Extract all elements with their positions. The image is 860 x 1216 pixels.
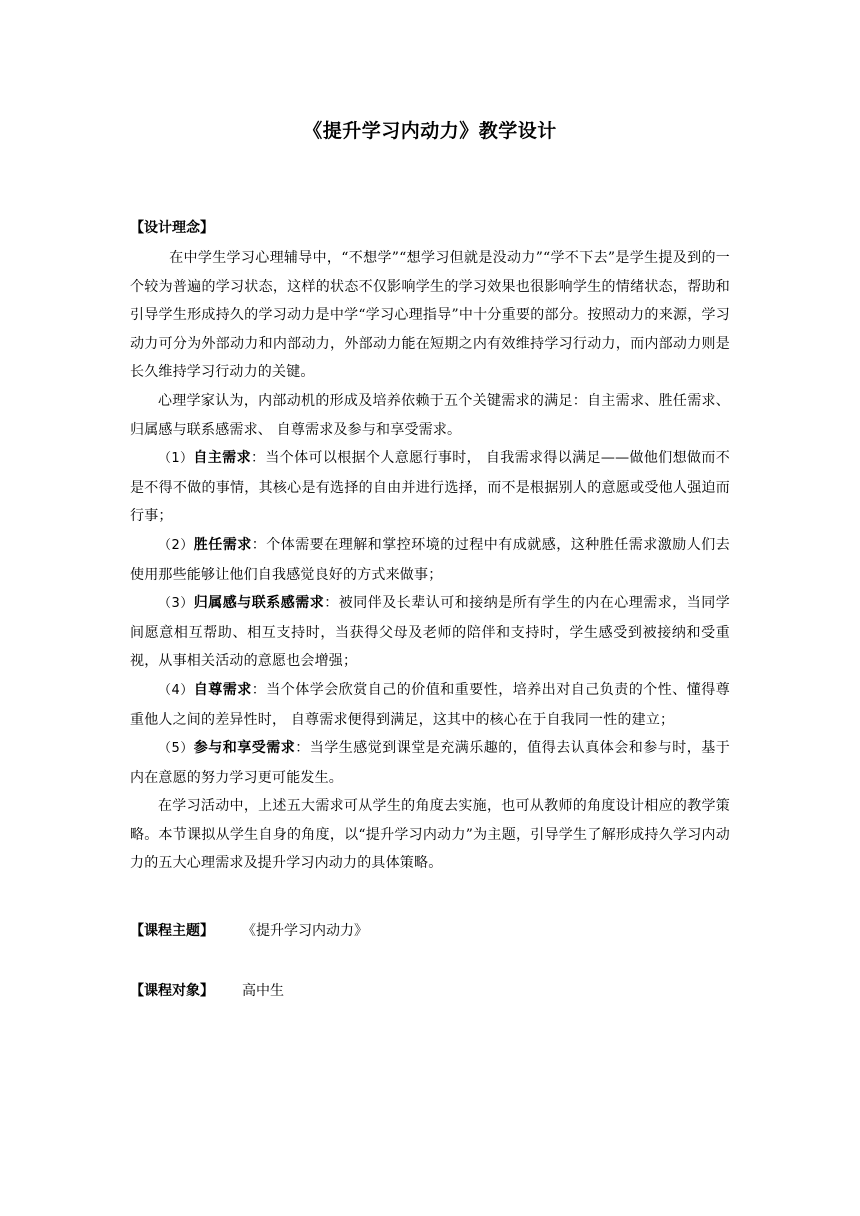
need-number: （5） — [158, 741, 194, 757]
need-item — [130, 676, 730, 734]
course-audience-value: 高中生 — [242, 983, 284, 999]
need-term: 自主需求 — [193, 450, 251, 467]
need-number: （3） — [158, 596, 194, 612]
need-text: ：当学生感觉到课堂是充满乐趣的，值得去认真体会和参与时，基于内在意愿的努力学习更可能发生。 — [130, 740, 731, 786]
course-theme-value: 《提升学习内动力》 — [242, 923, 368, 939]
need-text: ：当个体学会欣赏自己的价值和重要性，培养出对自己负责的个性、懂得尊重他人之间的差异性时， 自尊需求便得到满足，这其中的核心在于自我同一性的建立； — [130, 681, 730, 728]
need-item — [130, 589, 730, 676]
need-text: ：被同伴及长辈认可和接纳是所有学生的内在心理需求，当同学间愿意相互帮助、相互支持时，当获得父母及老师的陪伴和支持时，学生感受到被接纳和受重视，从事相关活动的意愿也会增强； — [130, 595, 730, 670]
course-audience-row — [130, 980, 284, 1000]
need-term: 自尊需求 — [193, 681, 252, 698]
need-item — [130, 444, 730, 531]
course-theme-row — [130, 920, 368, 940]
course-audience-label: 【课程对象】 — [130, 983, 214, 999]
design-concept-body — [130, 244, 730, 878]
need-number: （2） — [158, 537, 194, 553]
paragraph: 在中学生学习心理辅导中，“不想学”“想学习但就是没动力”“学不下去”是学生提及到的一个较为普遍的学习状态，这样的状态不仅影响学生的学习效果也很影响学生的情绪状态，帮助和引导学生形成持久的学习动力是中学“学习心理指导”中十分重要的部分。按照动力的来源，学习动力可分为外部动力和内部动力，外部动力能在短期之内有效维持学习行动力，而内部动力则是长久维持学习行动力的关键。 — [130, 250, 730, 381]
course-theme-label: 【课程主题】 — [130, 923, 214, 939]
need-text: ：当个体可以根据个人意愿行事时， 自我需求得以满足——做他们想做而不是不得不做的事情，其核心是有选择的自由并进行选择，而不是根据别人的意愿或受他人强迫而行事； — [130, 450, 730, 525]
need-text: ：个体需要在理解和掌控环境的过程中有成就感，这种胜任需求激励人们去使用那些能够让他们自我感觉良好的方式来做事； — [130, 536, 730, 583]
need-number: （1） — [158, 451, 194, 467]
design-concept-heading: 【设计理念】 — [130, 220, 214, 236]
document-title: 《提升学习内动力》教学设计 — [303, 120, 557, 142]
need-item — [130, 531, 730, 589]
need-term: 胜任需求 — [193, 536, 252, 553]
need-item — [130, 734, 730, 792]
need-number: （4） — [158, 682, 194, 698]
need-term: 归属感与联系感需求 — [193, 595, 325, 612]
need-term: 参与和享受需求 — [193, 740, 296, 757]
paragraph: 在学习活动中，上述五大需求可从学生的角度去实施，也可从教师的角度设计相应的教学策略。本节课拟从学生自身的角度，以“提升学习内动力”为主题，引导学生了解形成持久学习内动力的五大心理需求及提升学习内动力的具体策略。 — [130, 798, 730, 872]
paragraph: 心理学家认为，内部动机的形成及培养依赖于五个关键需求的满足：自主需求、胜任需求、归属感与联系感需求、 自尊需求及参与和享受需求。 — [130, 392, 730, 438]
